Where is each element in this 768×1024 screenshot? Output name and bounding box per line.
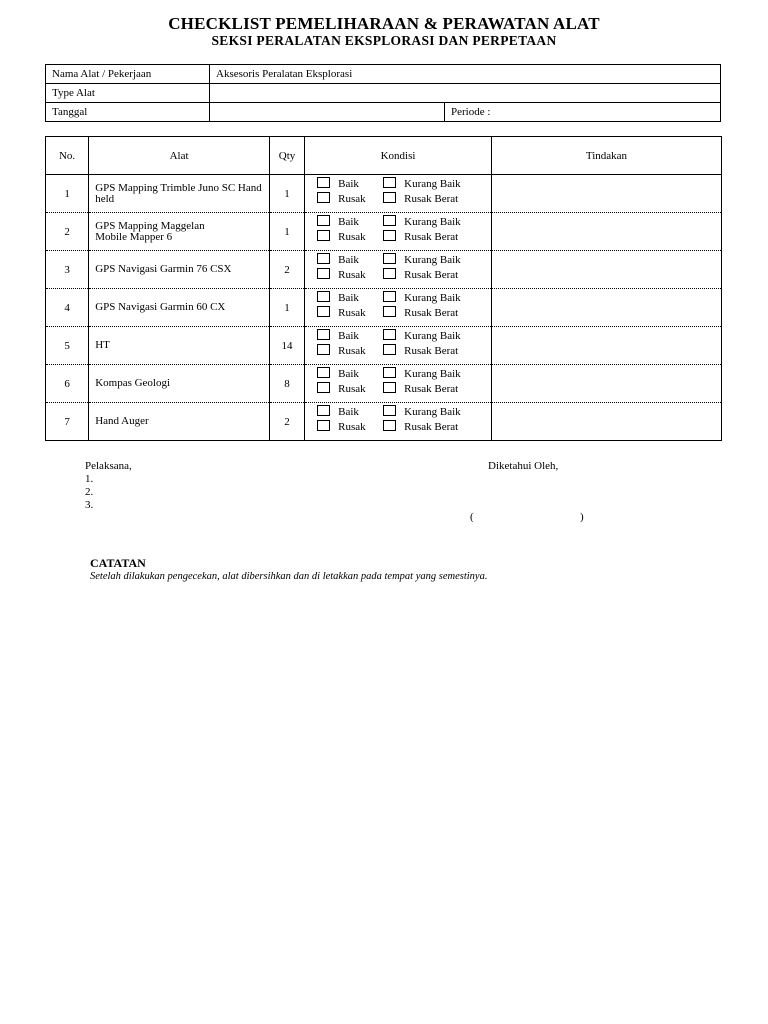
alat-line-1: Hand Auger — [95, 415, 149, 427]
header-no: No. — [46, 137, 89, 175]
kondisi-option-baik[interactable] — [317, 367, 359, 380]
catatan-heading: CATATAN — [90, 556, 146, 570]
row-alat — [89, 327, 270, 365]
checkbox-baik[interactable] — [317, 177, 330, 188]
signature-open-paren: ( — [470, 511, 474, 523]
checkbox-rusak[interactable] — [317, 192, 330, 203]
checkbox-rusak[interactable] — [317, 382, 330, 393]
table-row — [46, 365, 722, 403]
signature-close-paren: ) — [580, 511, 584, 523]
checkbox-rusak-berat[interactable] — [383, 230, 396, 241]
row-alat — [89, 251, 270, 289]
row-alat — [89, 175, 270, 213]
kondisi-option-kurang-baik[interactable] — [383, 291, 461, 304]
kondisi-option-rusak-berat[interactable] — [383, 420, 458, 433]
pelaksana-item-2: 2. — [85, 486, 94, 498]
kondisi-label: Baik — [338, 406, 359, 418]
row-tindakan[interactable] — [491, 251, 721, 289]
row-number: 1 — [46, 175, 89, 213]
checkbox-kurang-baik[interactable] — [383, 253, 396, 264]
row-kondisi — [305, 365, 492, 403]
alat-line-2: Mobile Mapper 6 — [95, 230, 173, 243]
checkbox-baik[interactable] — [317, 215, 330, 226]
kondisi-label: Rusak Berat — [404, 421, 459, 433]
pelaksana-label: Pelaksana, — [85, 460, 132, 472]
kondisi-label: Baik — [338, 216, 359, 228]
kondisi-option-rusak[interactable] — [317, 382, 366, 395]
kondisi-label: Rusak — [338, 345, 366, 357]
row-kondisi — [305, 175, 492, 213]
row-qty: 14 — [269, 327, 304, 365]
pelaksana-item-1: 1. — [85, 473, 94, 485]
kondisi-label: Rusak — [338, 269, 366, 281]
header-alat: Alat — [89, 137, 270, 175]
kondisi-label: Rusak Berat — [404, 193, 459, 205]
tanggal-value[interactable] — [210, 103, 445, 122]
row-number: 6 — [46, 365, 89, 403]
kondisi-label: Rusak — [338, 307, 366, 319]
type-alat-value[interactable] — [210, 84, 721, 103]
checkbox-rusak[interactable] — [317, 420, 330, 431]
checkbox-baik[interactable] — [317, 253, 330, 264]
checkbox-baik[interactable] — [317, 405, 330, 416]
pelaksana-item-3: 3. — [85, 499, 94, 511]
kondisi-option-kurang-baik[interactable] — [383, 215, 461, 228]
checkbox-kurang-baik[interactable] — [383, 329, 396, 340]
document-title: CHECKLIST PEMELIHARAAN & PERAWATAN ALAT — [168, 14, 600, 33]
row-number: 2 — [46, 213, 89, 251]
checkbox-rusak-berat[interactable] — [383, 420, 396, 431]
checkbox-baik[interactable] — [317, 367, 330, 378]
row-qty: 8 — [269, 365, 304, 403]
row-qty: 2 — [269, 403, 304, 441]
kondisi-option-rusak-berat[interactable] — [383, 344, 458, 357]
kondisi-label: Rusak Berat — [404, 307, 459, 319]
checkbox-kurang-baik[interactable] — [383, 291, 396, 302]
tanggal-label: Tanggal — [46, 103, 210, 122]
row-tindakan[interactable] — [491, 327, 721, 365]
row-alat — [89, 365, 270, 403]
kondisi-option-rusak[interactable] — [317, 344, 366, 357]
info-table — [45, 64, 721, 122]
row-number: 7 — [46, 403, 89, 441]
row-alat — [89, 403, 270, 441]
kondisi-option-rusak[interactable] — [317, 192, 366, 205]
kondisi-option-baik[interactable] — [317, 405, 359, 418]
type-alat-label: Type Alat — [46, 84, 210, 103]
document-subtitle: SEKSI PERALATAN EKSPLORASI DAN PERPETAAN — [211, 33, 557, 48]
table-row — [46, 213, 722, 251]
kondisi-label: Kurang Baik — [404, 254, 461, 266]
kondisi-option-kurang-baik[interactable] — [383, 329, 461, 342]
periode-field[interactable]: Periode : — [445, 103, 721, 122]
checkbox-kurang-baik[interactable] — [383, 177, 396, 188]
row-tindakan[interactable] — [491, 365, 721, 403]
alat-line-1: Kompas Geologi — [95, 377, 171, 389]
kondisi-option-baik[interactable] — [317, 215, 359, 228]
diketahui-label: Diketahui Oleh, — [488, 460, 559, 472]
checkbox-rusak-berat[interactable] — [383, 192, 396, 203]
checklist-table — [45, 136, 722, 441]
row-kondisi — [305, 327, 492, 365]
kondisi-option-rusak[interactable] — [317, 306, 366, 319]
kondisi-option-rusak-berat[interactable] — [383, 306, 458, 319]
checkbox-kurang-baik[interactable] — [383, 215, 396, 226]
row-number: 3 — [46, 251, 89, 289]
header-tindakan: Tindakan — [491, 137, 721, 175]
nama-alat-value[interactable]: Aksesoris Peralatan Eksplorasi — [210, 65, 721, 84]
kondisi-label: Baik — [338, 330, 359, 342]
table-row — [46, 403, 722, 441]
row-tindakan[interactable] — [491, 213, 721, 251]
kondisi-option-rusak-berat[interactable] — [383, 230, 458, 243]
row-qty: 1 — [269, 289, 304, 327]
kondisi-option-rusak[interactable] — [317, 230, 366, 243]
kondisi-option-baik[interactable] — [317, 177, 359, 190]
alat-line-1: GPS Mapping Maggelan — [95, 219, 205, 232]
kondisi-option-rusak-berat[interactable] — [383, 382, 458, 395]
alat-line-1: GPS Navigasi Garmin 76 CSX — [95, 263, 232, 275]
checkbox-rusak-berat[interactable] — [383, 382, 396, 393]
checkbox-rusak[interactable] — [317, 344, 330, 355]
alat-line-2: held — [95, 192, 115, 205]
row-number: 4 — [46, 289, 89, 327]
row-alat — [89, 213, 270, 251]
kondisi-option-baik[interactable] — [317, 253, 359, 266]
row-number: 5 — [46, 327, 89, 365]
checkbox-rusak-berat[interactable] — [383, 344, 396, 355]
checkbox-rusak[interactable] — [317, 268, 330, 279]
kondisi-label: Rusak Berat — [404, 231, 459, 243]
kondisi-label: Kurang Baik — [404, 330, 461, 342]
alat-line-1: GPS Navigasi Garmin 60 CX — [95, 301, 226, 313]
kondisi-label: Kurang Baik — [404, 368, 461, 380]
kondisi-label: Kurang Baik — [404, 292, 461, 304]
table-row — [46, 327, 722, 365]
row-tindakan[interactable] — [491, 175, 721, 213]
checkbox-kurang-baik[interactable] — [383, 367, 396, 378]
kondisi-option-kurang-baik[interactable] — [383, 405, 461, 418]
kondisi-label: Rusak Berat — [404, 345, 459, 357]
kondisi-option-rusak-berat[interactable] — [383, 192, 458, 205]
row-kondisi — [305, 251, 492, 289]
alat-line-1: HT — [95, 339, 110, 351]
kondisi-option-baik[interactable] — [317, 329, 359, 342]
table-row — [46, 175, 722, 213]
kondisi-label: Kurang Baik — [404, 216, 461, 228]
kondisi-label: Baik — [338, 254, 359, 266]
kondisi-label: Rusak — [338, 383, 366, 395]
row-tindakan[interactable] — [491, 403, 721, 441]
nama-alat-label: Nama Alat / Pekerjaan — [46, 65, 210, 84]
kondisi-label: Baik — [338, 368, 359, 380]
kondisi-option-kurang-baik[interactable] — [383, 367, 461, 380]
checkbox-baik[interactable] — [317, 291, 330, 302]
kondisi-label: Rusak Berat — [404, 383, 459, 395]
row-qty: 1 — [269, 213, 304, 251]
alat-line-1: GPS Mapping Trimble Juno SC Hand — [95, 181, 262, 194]
kondisi-option-baik[interactable] — [317, 291, 359, 304]
checkbox-rusak-berat[interactable] — [383, 306, 396, 317]
kondisi-option-rusak[interactable] — [317, 268, 366, 281]
kondisi-label: Baik — [338, 178, 359, 190]
kondisi-label: Kurang Baik — [404, 178, 461, 190]
header-qty: Qty — [269, 137, 304, 175]
kondisi-label: Baik — [338, 292, 359, 304]
row-qty: 1 — [269, 175, 304, 213]
catatan-text: Setelah dilakukan pengecekan, alat dibersihkan dan di letakkan pada tempat yang semestinya. — [90, 571, 488, 582]
kondisi-option-rusak[interactable] — [317, 420, 366, 433]
row-kondisi — [305, 403, 492, 441]
row-kondisi — [305, 213, 492, 251]
table-row — [46, 289, 722, 327]
kondisi-option-rusak-berat[interactable] — [383, 268, 458, 281]
row-qty: 2 — [269, 251, 304, 289]
checkbox-kurang-baik[interactable] — [383, 405, 396, 416]
checkbox-rusak[interactable] — [317, 230, 330, 241]
row-kondisi — [305, 289, 492, 327]
header-kondisi: Kondisi — [305, 137, 492, 175]
row-alat — [89, 289, 270, 327]
checkbox-baik[interactable] — [317, 329, 330, 340]
table-row — [46, 251, 722, 289]
checkbox-rusak[interactable] — [317, 306, 330, 317]
kondisi-label: Rusak — [338, 421, 366, 433]
kondisi-option-kurang-baik[interactable] — [383, 177, 461, 190]
kondisi-option-kurang-baik[interactable] — [383, 253, 461, 266]
checkbox-rusak-berat[interactable] — [383, 268, 396, 279]
kondisi-label: Rusak Berat — [404, 269, 459, 281]
row-tindakan[interactable] — [491, 289, 721, 327]
kondisi-label: Kurang Baik — [404, 406, 461, 418]
kondisi-label: Rusak — [338, 231, 366, 243]
kondisi-label: Rusak — [338, 193, 366, 205]
